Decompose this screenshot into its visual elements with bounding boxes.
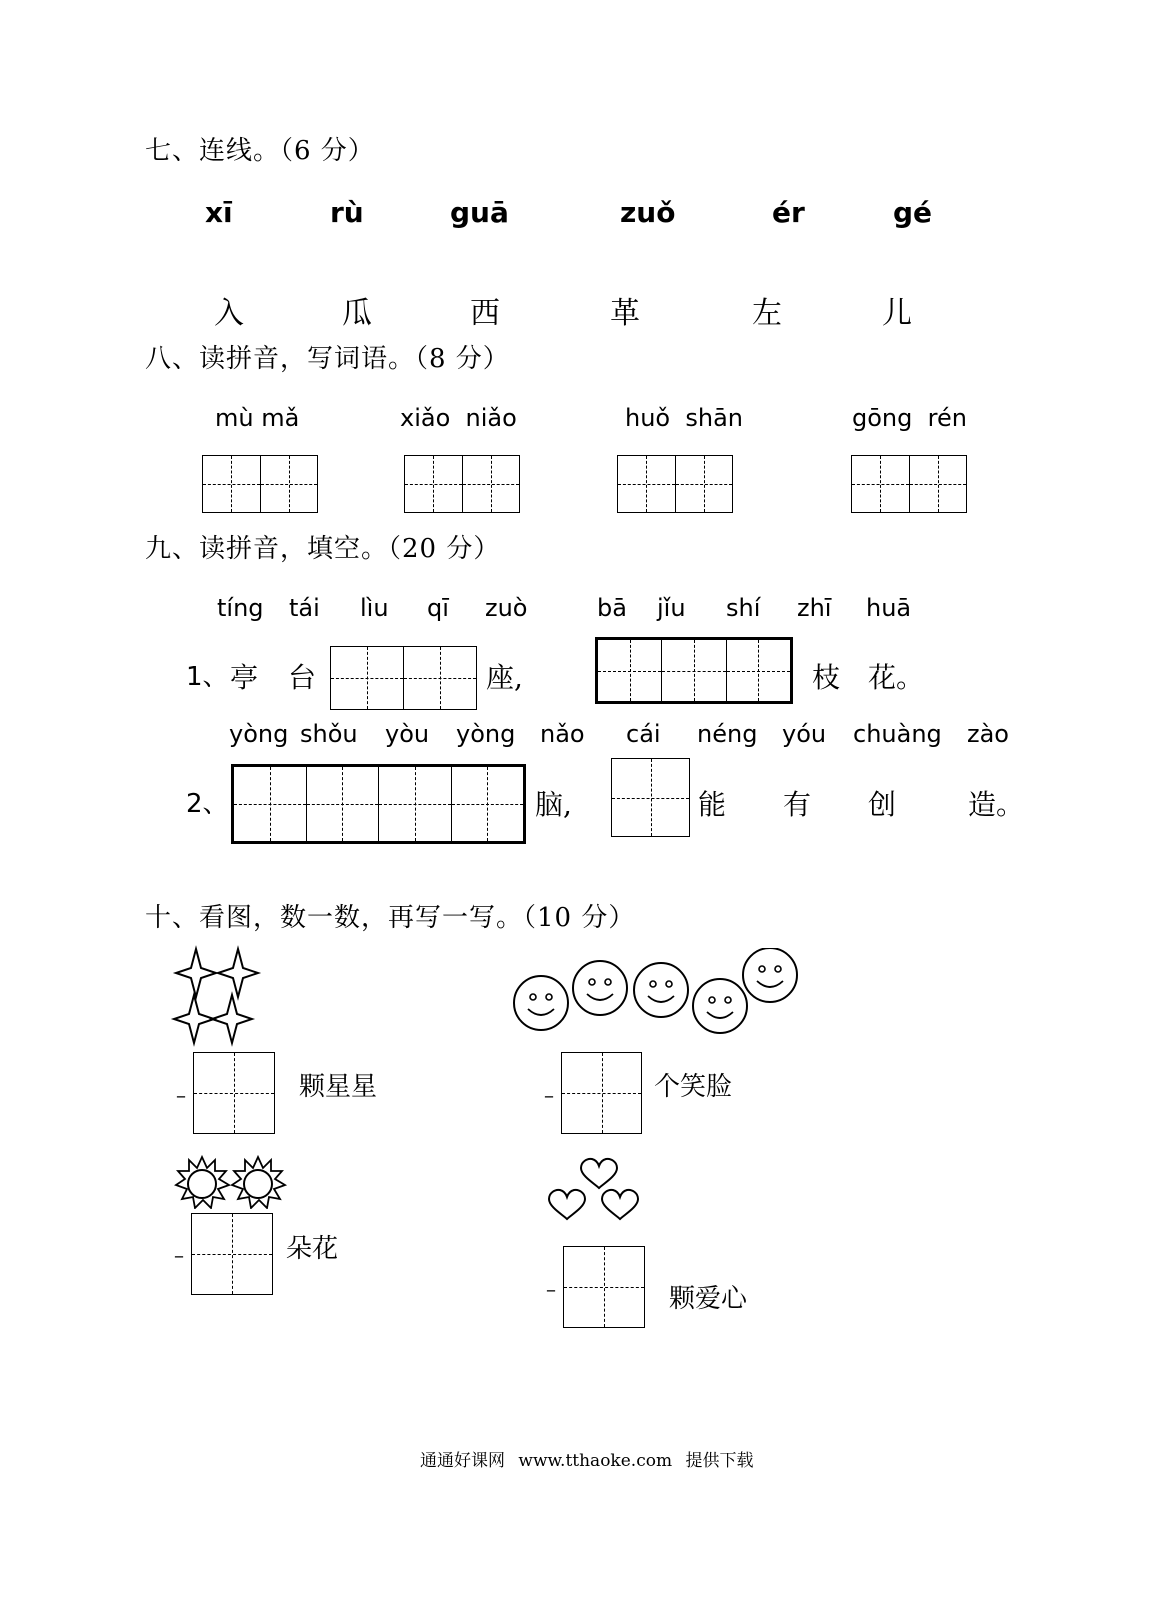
footer-site-name: 通通好课网: [420, 1451, 505, 1471]
footer-suffix: 提供下载: [685, 1451, 754, 1471]
given-char: 枝: [812, 661, 841, 694]
pinyin-item: gé: [893, 196, 933, 229]
word-pinyin: mù mǎ: [215, 404, 300, 432]
given-char: 花。: [868, 661, 925, 694]
pinyin-item: shí: [726, 594, 761, 622]
pinyin-item: ér: [772, 196, 805, 229]
count-answer-box[interactable]: [191, 1213, 273, 1295]
character-item: 儿: [882, 296, 912, 331]
smiley-icon-group: [508, 948, 808, 1034]
pinyin-item: yóu: [782, 720, 827, 748]
count-answer-box[interactable]: [563, 1246, 645, 1328]
smiley-icon: [634, 963, 688, 1017]
pinyin-item: lìu: [360, 594, 389, 622]
pinyin-item: tíng: [217, 594, 264, 622]
smiley-icon: [743, 948, 797, 1002]
pinyin-item: zuǒ: [620, 196, 676, 229]
given-char: 座,: [486, 661, 523, 694]
word-pinyin: huǒ shān: [625, 404, 743, 432]
pinyin-item: chuàng: [853, 720, 942, 748]
pinyin-item: qī: [427, 594, 449, 622]
writing-grid[interactable]: [595, 637, 793, 704]
given-char: 能: [698, 788, 727, 821]
character-item: 左: [752, 296, 782, 331]
star-icon: [218, 949, 258, 997]
character-item: 西: [470, 296, 500, 331]
pinyin-item: shǒu: [300, 720, 358, 748]
writing-grid[interactable]: [851, 455, 967, 513]
heart-icon: [581, 1159, 617, 1188]
heart-icon-group: [542, 1155, 652, 1227]
footer-url[interactable]: www.tthaoke.com: [518, 1451, 673, 1471]
writing-grid[interactable]: [617, 455, 733, 513]
given-char: 台: [288, 661, 317, 694]
pinyin-item: bā: [597, 594, 627, 622]
count-answer-box[interactable]: [561, 1052, 642, 1134]
heart-icon: [602, 1190, 638, 1219]
count-label: 颗爱心: [669, 1284, 748, 1314]
question-number: 2、: [186, 789, 229, 819]
section7-heading: 七、连线。（6 分）: [145, 136, 375, 166]
pinyin-item: tái: [289, 594, 320, 622]
pinyin-item: zuò: [485, 594, 528, 622]
section8-heading: 八、读拼音，写词语。（8 分）: [145, 344, 510, 374]
writing-grid[interactable]: [231, 764, 526, 844]
given-char: 脑,: [535, 788, 572, 821]
flower-icon-group: [170, 1154, 290, 1209]
pinyin-item: yòng: [229, 720, 289, 748]
pinyin-item: xī: [205, 196, 233, 229]
pinyin-item: yòu: [385, 720, 430, 748]
count-answer-box[interactable]: [193, 1052, 275, 1134]
character-item: 入: [214, 296, 244, 331]
word-pinyin: xiǎo niǎo: [400, 404, 517, 432]
section9-heading: 九、读拼音，填空。（20 分）: [145, 534, 501, 564]
section10-heading: 十、看图，数一数，再写一写。（10 分）: [145, 903, 636, 933]
pinyin-item: huā: [866, 594, 912, 622]
given-char: 创: [868, 788, 897, 821]
pinyin-item: cái: [626, 720, 661, 748]
word-pinyin: gōng rén: [852, 404, 967, 432]
pinyin-item: jǐu: [657, 594, 686, 622]
smiley-icon: [693, 979, 747, 1033]
given-char: 有: [783, 788, 812, 821]
star-icon-group: [168, 945, 268, 1050]
writing-grid[interactable]: [202, 455, 318, 513]
writing-grid[interactable]: [611, 758, 690, 837]
given-char: 造。: [968, 788, 1025, 821]
star-icon: [174, 995, 214, 1043]
count-label: 个笑脸: [654, 1072, 733, 1102]
flower-icon: [232, 1157, 285, 1208]
pinyin-item: rù: [330, 196, 364, 229]
question-number: 1、: [186, 662, 229, 692]
pinyin-item: zhī: [797, 594, 832, 622]
footer: [420, 1446, 753, 1471]
smiley-icon: [573, 961, 627, 1015]
count-label: 朵花: [286, 1234, 339, 1264]
character-item: 瓜: [342, 296, 372, 331]
pinyin-item: guā: [450, 196, 509, 229]
writing-grid[interactable]: [404, 455, 520, 513]
pinyin-item: zào: [967, 720, 1009, 748]
pinyin-item: nǎo: [540, 720, 585, 748]
character-item: 革: [610, 296, 640, 331]
flower-icon: [176, 1157, 229, 1208]
count-label: 颗星星: [299, 1072, 378, 1102]
pinyin-item: néng: [697, 720, 758, 748]
smiley-icon: [514, 976, 568, 1030]
writing-grid[interactable]: [330, 646, 477, 710]
given-char: 亭: [230, 661, 259, 694]
star-icon: [212, 995, 252, 1043]
star-icon: [176, 949, 216, 997]
heart-icon: [549, 1190, 585, 1219]
pinyin-item: yòng: [456, 720, 516, 748]
